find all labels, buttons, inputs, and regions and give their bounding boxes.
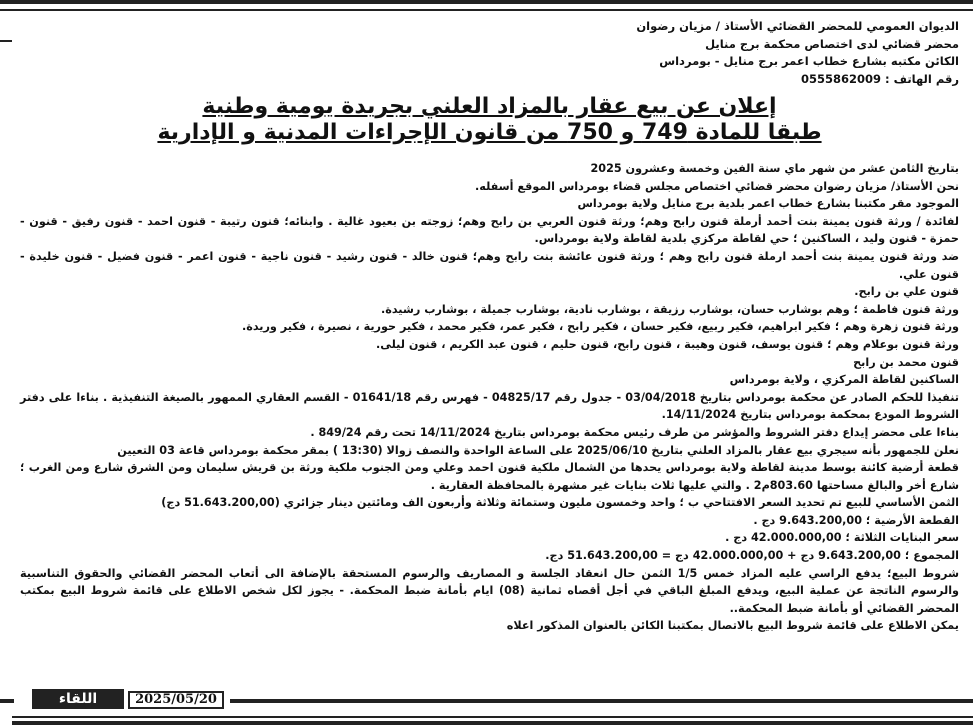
notice-paragraph: نعلن للجمهور بأنه سيجري بيع عقار بالمزاد العلني بتاريخ 2025/06/10 على الساعة الواحدة والنصف زوالا (13:30 ) بمقر محكمة بومرداس قاعة 03 التعيين bbox=[117, 443, 959, 457]
footer-rule bbox=[0, 699, 14, 703]
top-border bbox=[0, 0, 973, 11]
legal-notice bbox=[20, 14, 959, 697]
notice-paragraph: شروط البيع؛ يدفع الراسي عليه المزاد خمس 1/5 الثمن حال انعقاد الجلسة و المصاريف والرسوم المستحقة بالإضافة الى أتعاب المحضر القضائي والحقوق التناسبية والرسوم الناتجة عن عملية البيع، ويدفع المبلغ الباقي في أجل أقصاه ثمانية (08) ايام بأمانة ضبط المحكمة. - يجوز لكل شخص الاطلاع على قائمة شروط البيع بمكتب المحضر القضائي أو بأمانة ضبط المحكمة.. bbox=[20, 566, 960, 615]
footer-bar bbox=[0, 691, 973, 709]
notice-paragraph: لفائدة / ورثة قنون يمينة بنت أحمد أرملة قنون رابح وهم؛ ورثة قنون العربي بن رابح وهم؛ زوجته بن بعيود غالية . وابنائه؛ قنون رتيبة - قنون احمد - قنون رفيق - قنون - حمزة - قنون وليد ، الساكنين ؛ حي لقاطة مركزي بلدية لقاطة ولاية بومرداس. bbox=[20, 214, 959, 246]
article-number: 749 bbox=[641, 120, 688, 145]
notice-paragraph: الموجود مقر مكتبنا بشارع خطاب اعمر بلدية برج منايل ولاية بومرداس bbox=[577, 197, 959, 211]
title-line-1: إعلان عن بيع عقار بالمزاد العلني بجريدة يومية وطنية bbox=[202, 94, 777, 119]
title-text: و bbox=[612, 120, 642, 145]
publication-date: 2025/05/20 bbox=[128, 691, 224, 709]
notice-paragraph: نحن الأستاذ/ مزيان رضوان محضر قضائي اختصاص مجلس قضاء بومرداس الموقع أسفله. bbox=[475, 179, 959, 193]
notice-paragraph: يمكن الاطلاع على قائمة شروط البيع بالاتصال بمكتبنا الكائن بالعنوان المذكور اعلاه bbox=[506, 619, 959, 633]
newspaper-logo: اللقاء bbox=[32, 689, 124, 709]
notice-paragraph: ورثة قنون بوعلام وهم ؛ قنون يوسف، قنون وهيبة ، قنون رابح، قنون حليم ، قنون عبد الكريم ، قنون ليلى. bbox=[376, 337, 959, 351]
header-line: الكائن مكتبه بشارع خطاب اعمر برج منايل - بومرداس bbox=[659, 54, 959, 68]
bottom-left-cut bbox=[0, 716, 12, 727]
notice-paragraph: ورثة قنون فاطمة ؛ وهم بوشارب حسان، بوشارب رزيقة ، بوشارب نادية، بوشارب جميلة ، بوشارب رشيدة. bbox=[380, 302, 959, 316]
title-text: طبقا للمادة bbox=[687, 120, 822, 145]
notice-paragraph: ورثة قنون زهرة وهم ؛ فكير ابراهيم، فكير ربيع، فكير حسان ، فكير رابح ، فكير عمر، فكير محمد ، فكير حورية ، نصيرة ، فكير وريدة. bbox=[241, 320, 959, 334]
notice-paragraph: بناءا على محضر إيداع دفتر الشروط والمؤشر من طرف رئيس محكمة بومرداس بتاريخ 14/11/2024 تحت رقم 849/24 . bbox=[310, 425, 959, 439]
notice-paragraph: القطعة الأرضية ؛ 9.643.200,00 دج . bbox=[753, 513, 959, 527]
notice-paragraph: قطعة أرضية كائنة بوسط مدينة لقاطة ولاية بومرداس يحدها من الشمال ملكية قنون احمد وعلي ومن الجنوب ملكية ورثة بن قريش سليمان ومن الشرق شارع ومن الغرب ؛ شارع أخر والبالغ مساحتها 803.60م2 . والتي عليها ثلاث بنايات غير مشهرة بالمحافظة العقارية . bbox=[20, 461, 959, 492]
title-line-2 bbox=[20, 120, 959, 146]
notice-paragraph: تنفيذا للحكم الصادر عن محكمة بومرداس بتاريخ 03/04/2018 - جدول رقم 04825/17 - فهرس رقم 01641/18 - القسم العقاري الممهور بالصيغة التنفيذية . بناءا على دفتر الشروط المودع بمحكمة بومرداس بتاريخ 14/11/2024. bbox=[20, 390, 960, 422]
footer-rule bbox=[230, 699, 973, 703]
bailiff-header bbox=[20, 18, 959, 88]
notice-title bbox=[20, 94, 959, 146]
article-number: 750 bbox=[567, 120, 613, 145]
notice-paragraph: الثمن الأساسي للبيع تم تحديد السعر الافتتاحي ب ؛ واحد وخمسون مليون وستمائة وثلاثة وأربعون الف ومائتين دينار جزائري (51.643.200,00 دج) bbox=[161, 496, 959, 510]
header-line: محضر قضائي لدى اختصاص محكمة برج منايل bbox=[705, 36, 959, 51]
notice-paragraph: المجموع ؛ 9.643.200,00 دج + 42.000.000,00 دج = 51.643.200,00 دج. bbox=[545, 549, 959, 563]
top-left-rule bbox=[0, 40, 12, 42]
notice-paragraph: سعر البنايات الثلاثة ؛ 42.000.000,00 دج . bbox=[725, 531, 959, 545]
notice-body bbox=[20, 160, 959, 635]
header-line: الديوان العمومي للمحضر القضائي الأستاذ / مزيان رضوان bbox=[636, 19, 959, 33]
notice-paragraph: الساكنين لقاطة المركزي ، ولاية بومرداس bbox=[729, 373, 959, 387]
title-text: من قانون الإجراءات المدنية و الإدارية bbox=[157, 120, 568, 145]
notice-paragraph: ضد ورثة قنون يمينة بنت أحمد ارملة قنون رابح وهم ؛ ورثة قنون عائشة بنت رابح وهم؛ قنون خالد - قنون رشيد - قنون ناجية - قنون اعمر - قنون فضيل - قنون خليدة - قنون علي. bbox=[20, 249, 959, 281]
notice-paragraph: قنون علي بن رابح. bbox=[854, 285, 959, 299]
notice-paragraph: قنون محمد بن رابح bbox=[853, 355, 959, 369]
header-phone: رقم الهاتف : 0555862009 bbox=[801, 71, 959, 86]
bottom-border bbox=[0, 716, 973, 727]
notice-paragraph: بتاريخ الثامن عشر من شهر ماي سنة الفين وخمسة وعشرون 2025 bbox=[590, 162, 959, 175]
